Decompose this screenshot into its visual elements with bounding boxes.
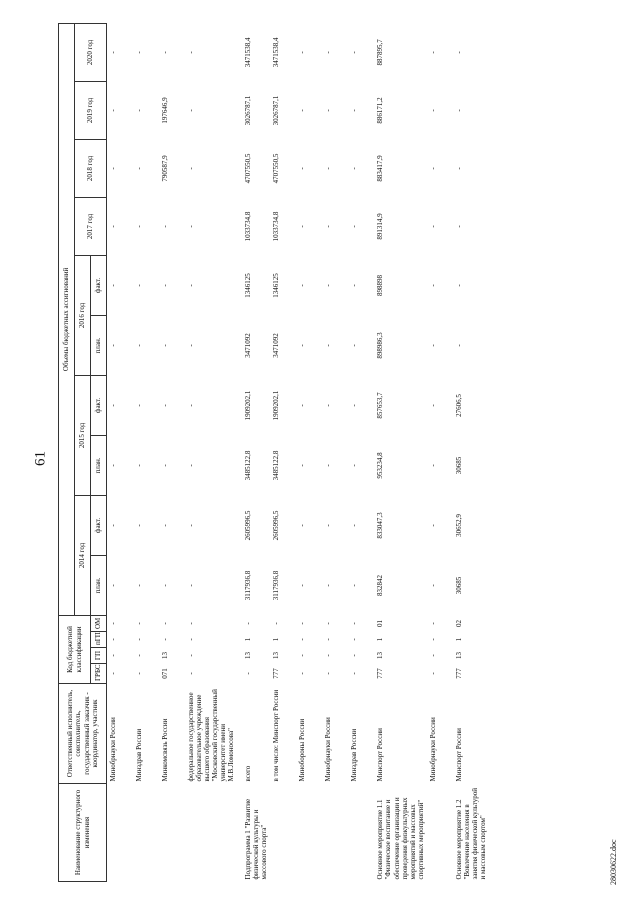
cell-responsible: в том числе: Минспорт России	[272, 689, 281, 782]
cell-volume: -	[350, 584, 359, 587]
cell-volume: -	[135, 344, 143, 347]
cell-volume: -	[135, 167, 143, 170]
header-2015-fact: факт.	[91, 375, 107, 435]
cell-volume: -	[350, 464, 359, 467]
cell-volume: 3026787,1	[272, 95, 281, 126]
cell-volume: -	[109, 225, 117, 228]
cell-volume: -	[135, 464, 143, 467]
cell-volume: 1346125	[272, 273, 281, 298]
cell-grbs: -	[187, 672, 195, 675]
cell-volume: -	[298, 225, 307, 228]
cell-volume: 887895,7	[376, 39, 385, 66]
cell-gp: 13	[272, 652, 281, 659]
cell-volume: -	[135, 225, 143, 228]
cell-om: -	[187, 622, 195, 625]
cell-om: -	[109, 622, 117, 625]
cell-gp: 13	[161, 652, 169, 659]
cell-volume: -	[298, 109, 307, 112]
cell-responsible: Минкомсвязь России	[161, 718, 169, 782]
cell-gp: 13	[454, 652, 463, 659]
table-row	[185, 23, 237, 881]
cell-pgp: -	[187, 638, 195, 641]
cell-volume: 4707550,5	[244, 153, 253, 184]
cell-volume: 891314,9	[376, 213, 385, 240]
cell-volume: 3117936,8	[272, 570, 281, 601]
cell-volume: 953234,8	[376, 452, 385, 479]
cell-volume: -	[350, 51, 359, 54]
cell-volume: -	[161, 464, 169, 467]
table-row	[296, 23, 322, 881]
cell-volume: -	[298, 167, 307, 170]
cell-volume: -	[109, 109, 117, 112]
cell-pgp: -	[350, 638, 359, 641]
cell-responsible: Минздрав России	[135, 728, 143, 782]
cell-grbs: 777	[272, 668, 281, 679]
cell-volume: -	[428, 225, 437, 228]
cell-volume: 790587,9	[161, 155, 169, 182]
cell-volume: -	[428, 344, 437, 347]
cell-grbs: -	[298, 672, 307, 675]
cell-volume: -	[187, 51, 195, 54]
cell-volume: 1909202,1	[272, 390, 281, 421]
cell-volume: -	[454, 225, 463, 228]
cell-pgp: 1	[244, 637, 253, 642]
cell-volume: -	[324, 167, 333, 170]
table-body	[107, 23, 489, 881]
cell-om: -	[428, 622, 437, 625]
cell-volume: -	[187, 584, 195, 587]
header-2015: 2015 год	[75, 375, 91, 495]
cell-volume: -	[298, 51, 307, 54]
header-2016-fact: факт.	[91, 255, 107, 315]
cell-pgp: -	[324, 638, 333, 641]
cell-volume: -	[135, 584, 143, 587]
cell-volume: 1909202,1	[244, 390, 253, 421]
cell-grbs: 777	[454, 668, 463, 679]
cell-volume: -	[350, 284, 359, 287]
cell-pgp: -	[161, 638, 169, 641]
cell-volume: -	[187, 404, 195, 407]
cell-responsible: всего	[244, 765, 253, 782]
cell-volume: 883417,9	[376, 155, 385, 182]
cell-volume: -	[187, 524, 195, 527]
cell-grbs: 777	[376, 668, 385, 679]
cell-volume: 833047,3	[376, 512, 385, 539]
cell-responsible: Минобороны России	[298, 718, 307, 782]
table-row	[107, 23, 134, 881]
cell-volume: -	[428, 51, 437, 54]
cell-om: 01	[376, 619, 385, 627]
cell-volume: -	[187, 225, 195, 228]
cell-volume: -	[454, 344, 463, 347]
cell-volume: -	[109, 524, 117, 527]
cell-volume: -	[109, 344, 117, 347]
cell-structural-change	[185, 784, 237, 882]
cell-pgp: -	[109, 638, 117, 641]
table-row	[133, 23, 159, 881]
cell-volume: -	[298, 344, 307, 347]
cell-volume: 898986,3	[376, 332, 385, 359]
header-responsible: Ответственный исполнитель, соисполнитель, государственный заказчик - координатор, участник	[59, 684, 107, 784]
cell-volume: -	[324, 109, 333, 112]
cell-volume: -	[428, 464, 437, 467]
cell-gp: -	[187, 654, 195, 657]
header-2017: 2017 год	[75, 197, 107, 255]
cell-volume: -	[350, 225, 359, 228]
cell-volume: -	[109, 404, 117, 407]
cell-volume: -	[161, 51, 169, 54]
cell-volume: -	[454, 284, 463, 287]
cell-responsible: федеральное государственное образовательное учреждение высшего образования "Московский государственный университет имени М.В.Ломоносова"	[187, 689, 236, 782]
cell-volume: -	[428, 524, 437, 527]
cell-grbs: -	[244, 672, 253, 675]
cell-om: -	[244, 622, 253, 625]
cell-volume: -	[187, 167, 195, 170]
cell-volume: -	[324, 404, 333, 407]
header-om: ОМ	[91, 615, 107, 631]
header-2014: 2014 год	[75, 495, 91, 615]
cell-volume: 1033734,8	[244, 211, 253, 242]
cell-volume: -	[109, 464, 117, 467]
cell-responsible: Минспорт России	[376, 728, 385, 782]
cell-volume: -	[161, 225, 169, 228]
cell-pgp: -	[135, 638, 143, 641]
cell-grbs: -	[324, 672, 333, 675]
cell-volume: -	[298, 284, 307, 287]
cell-volume: -	[298, 404, 307, 407]
cell-gp: 13	[376, 652, 385, 659]
cell-structural-change: Основное мероприятие 1.1 "Физическое воспитание и обеспечение организации и проведения физкультурных мероприятий и массовых спортивных мероприятий"	[376, 797, 425, 880]
cell-volume: 30685	[454, 456, 463, 475]
header-2015-plan: план.	[91, 435, 107, 495]
cell-volume: -	[161, 404, 169, 407]
header-pgp: пГП	[91, 632, 107, 648]
cell-volume: -	[135, 109, 143, 112]
cell-structural-change	[296, 784, 322, 882]
header-2016-plan: план.	[91, 315, 107, 375]
cell-volume: -	[324, 344, 333, 347]
cell-volume: -	[161, 584, 169, 587]
cell-volume: 3471092	[272, 333, 281, 358]
cell-responsible: Минздрав России	[350, 728, 359, 782]
cell-volume: 2605996,5	[244, 510, 253, 541]
table-row	[159, 23, 185, 881]
cell-volume: -	[135, 51, 143, 54]
cell-om: -	[350, 622, 359, 625]
table-row	[322, 23, 348, 881]
cell-volume: -	[428, 284, 437, 287]
cell-structural-change	[159, 784, 185, 882]
header-kbk: Код бюджетной классификации	[59, 615, 91, 683]
cell-volume: -	[109, 284, 117, 287]
cell-responsible: Минобрнауки России	[109, 717, 117, 782]
cell-structural-change	[348, 784, 374, 882]
cell-volume: 4707550,5	[272, 153, 281, 184]
cell-gp: -	[298, 654, 307, 657]
cell-om: -	[298, 622, 307, 625]
table-row	[270, 23, 296, 881]
cell-volume: -	[428, 109, 437, 112]
cell-gp: -	[135, 654, 143, 657]
cell-volume: -	[187, 284, 195, 287]
document-footer: 28030622.doc	[609, 839, 618, 885]
cell-volume: 3485122,8	[272, 450, 281, 481]
cell-gp: -	[428, 654, 437, 657]
cell-volume: -	[454, 51, 463, 54]
cell-grbs: -	[428, 672, 437, 675]
cell-volume: -	[135, 524, 143, 527]
cell-volume: -	[324, 51, 333, 54]
cell-pgp: -	[428, 638, 437, 641]
cell-volume: 886171,2	[376, 97, 385, 124]
cell-pgp: -	[298, 638, 307, 641]
cell-volume: -	[135, 404, 143, 407]
header-name: Наименование структурного изменения	[59, 784, 107, 882]
cell-volume: -	[187, 109, 195, 112]
cell-volume: 2605996,5	[272, 510, 281, 541]
cell-volume: -	[454, 167, 463, 170]
cell-structural-change: Подпрограмма 1 "Развитие физической культуры и массового спорта"	[244, 798, 269, 880]
cell-volume: 3471538,4	[272, 37, 281, 68]
header-2016: 2016 год	[75, 255, 91, 375]
cell-om: -	[135, 622, 143, 625]
cell-volume: 3485122,8	[244, 450, 253, 481]
cell-volume: 3471092	[244, 333, 253, 358]
cell-volume: -	[324, 284, 333, 287]
table-row	[348, 23, 374, 881]
cell-volume: -	[350, 524, 359, 527]
cell-volume: -	[298, 584, 307, 587]
cell-volume: -	[109, 51, 117, 54]
cell-volume: -	[350, 167, 359, 170]
table-header	[59, 23, 107, 881]
cell-pgp: 1	[454, 637, 463, 642]
cell-grbs: -	[135, 672, 143, 675]
cell-volume: -	[428, 167, 437, 170]
cell-volume: 857653,7	[376, 392, 385, 419]
cell-responsible: Минобрнауки России	[428, 717, 437, 782]
cell-structural-change	[133, 784, 159, 882]
cell-structural-change	[322, 784, 348, 882]
cell-gp: 13	[244, 652, 253, 659]
cell-volume: -	[454, 109, 463, 112]
cell-volume: -	[135, 284, 143, 287]
header-2018: 2018 год	[75, 139, 107, 197]
cell-responsible: Минобрнауки России	[324, 717, 333, 782]
rotated-sheet	[58, 24, 618, 882]
cell-volume: 832842	[376, 574, 385, 596]
cell-structural-change: Основное мероприятие 1.2 "Вовлечение населения в занятия физической культурой и массовым спортом"	[454, 788, 487, 880]
cell-volume: -	[187, 464, 195, 467]
cell-om: -	[161, 622, 169, 625]
cell-volume: -	[324, 464, 333, 467]
header-2014-fact: факт.	[91, 495, 107, 555]
cell-volume: 3117936,8	[244, 570, 253, 601]
table-row	[374, 23, 426, 881]
cell-grbs: 071	[161, 668, 169, 679]
cell-gp: -	[324, 654, 333, 657]
cell-structural-change	[107, 784, 134, 882]
header-2019: 2019 год	[75, 81, 107, 139]
cell-volume: -	[324, 524, 333, 527]
cell-volume: 30652,9	[454, 514, 463, 537]
header-grbs: ГРБС	[91, 664, 107, 684]
cell-gp: -	[109, 654, 117, 657]
cell-volume: -	[161, 344, 169, 347]
cell-volume: -	[298, 524, 307, 527]
cell-volume: -	[161, 524, 169, 527]
cell-om: -	[324, 622, 333, 625]
cell-om: -	[272, 622, 281, 625]
cell-volume: -	[428, 404, 437, 407]
cell-pgp: 1	[376, 637, 385, 642]
cell-volume: -	[324, 225, 333, 228]
cell-responsible: Минспорт России	[454, 728, 463, 782]
cell-volume: 3026787,1	[244, 95, 253, 126]
cell-volume: 3471538,4	[244, 37, 253, 68]
cell-volume: -	[350, 109, 359, 112]
cell-volume: 27606,5	[454, 394, 463, 417]
budget-table	[58, 23, 489, 882]
cell-volume: 1033734,8	[272, 211, 281, 242]
cell-pgp: 1	[272, 637, 281, 642]
table-row	[453, 23, 489, 881]
cell-volume: -	[187, 344, 195, 347]
cell-volume: -	[161, 284, 169, 287]
cell-volume: 1346125	[244, 273, 253, 298]
header-2014-plan: план.	[91, 555, 107, 615]
cell-volume: -	[298, 464, 307, 467]
cell-structural-change	[270, 784, 296, 882]
cell-volume: -	[109, 167, 117, 170]
cell-structural-change	[427, 784, 453, 882]
cell-volume: -	[428, 584, 437, 587]
cell-gp: -	[350, 654, 359, 657]
cell-volume: 197646,9	[161, 97, 169, 124]
table-row	[242, 23, 270, 881]
header-gp: ГП	[91, 648, 107, 664]
page-number: 61	[32, 451, 49, 466]
cell-om: 02	[454, 619, 463, 627]
table-row	[427, 23, 453, 881]
cell-volume: -	[324, 584, 333, 587]
cell-volume: 898898	[376, 274, 385, 296]
cell-grbs: -	[109, 672, 117, 675]
header-volumes: Объемы бюджетных ассигнований	[59, 23, 75, 615]
header-2020: 2020 год	[75, 23, 107, 81]
cell-volume: -	[350, 344, 359, 347]
cell-volume: -	[109, 584, 117, 587]
cell-volume: -	[350, 404, 359, 407]
cell-grbs: -	[350, 672, 359, 675]
cell-volume: 30685	[454, 576, 463, 595]
